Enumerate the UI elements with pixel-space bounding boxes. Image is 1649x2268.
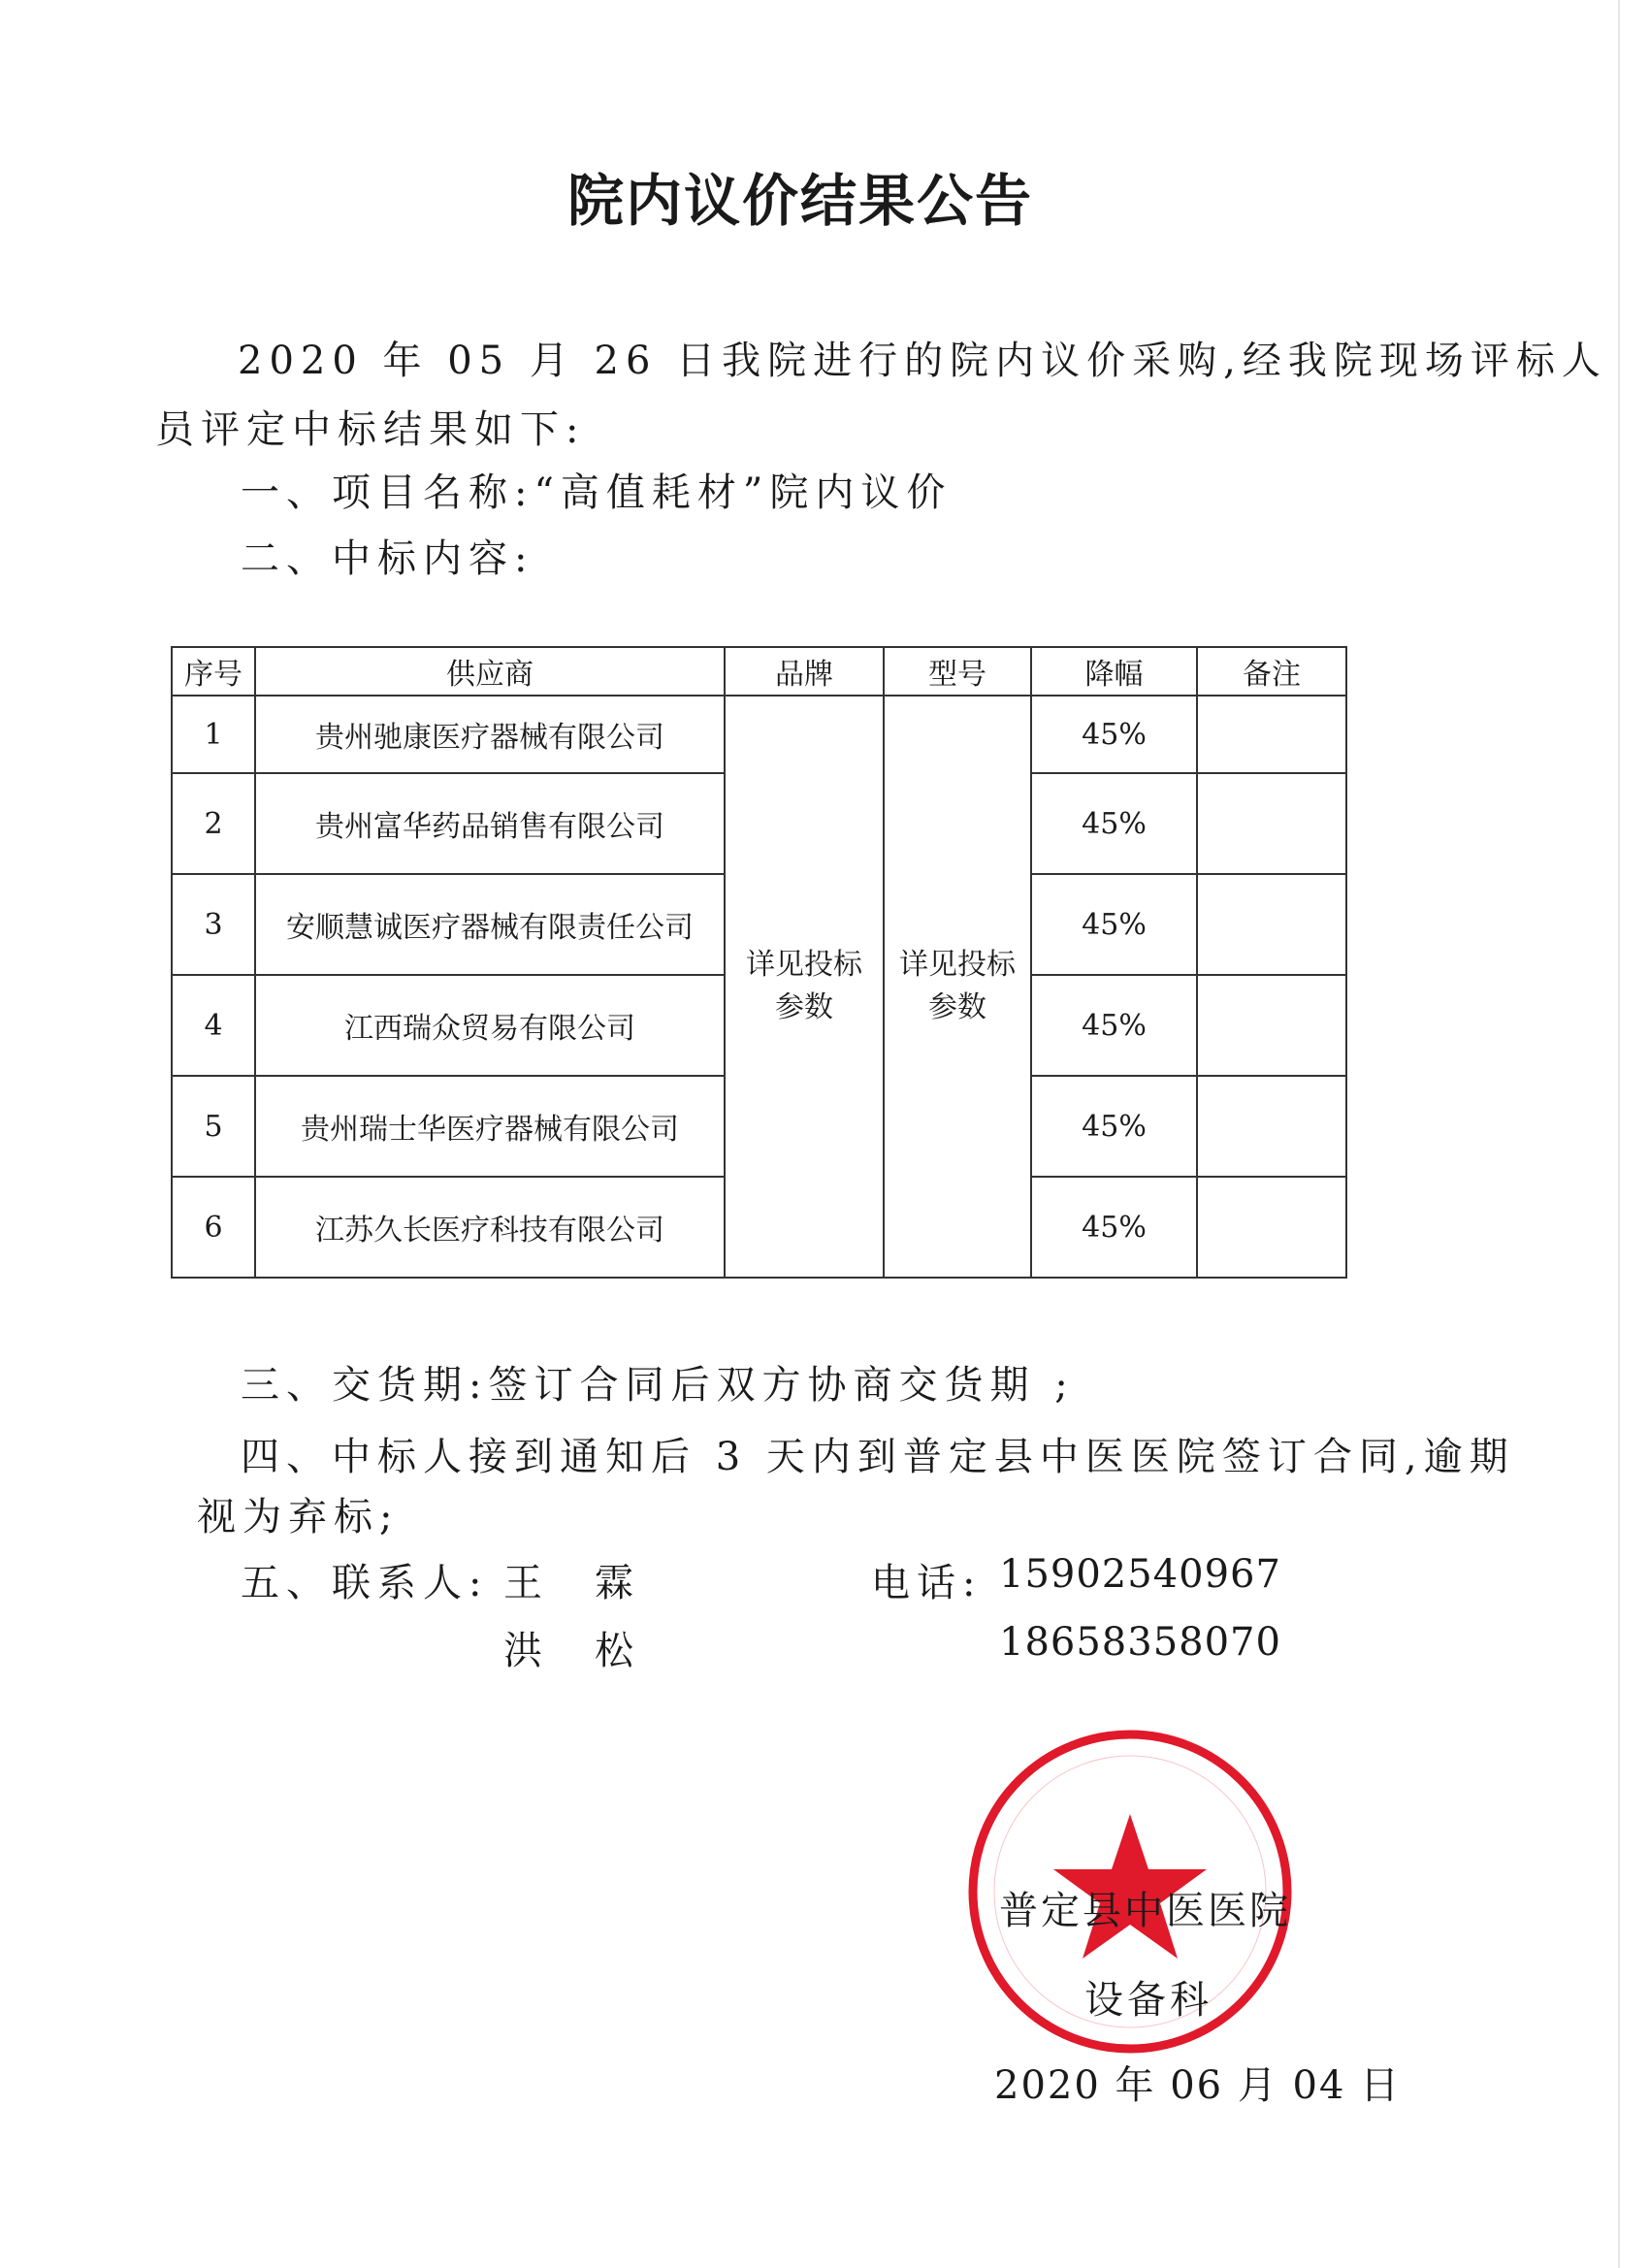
row-reduction: 45% [1031,696,1197,773]
delivery-period: 三、交货期:签订合同后双方协商交货期 ; [241,1363,1075,1408]
phone-2: 18658358070 [999,1620,1281,1665]
row-reduction: 45% [1031,874,1197,975]
header-note: 备注 [1197,647,1346,696]
contract-note-line-2: 视为弃标; [197,1495,400,1539]
project-name: 一、项目名称:“高值耗材”院内议价 [241,470,953,515]
intro-line-2: 员评定中标结果如下: [155,407,586,452]
signing-date: 2020 年 06 月 04 日 [994,2063,1402,2108]
table-row [172,696,1346,773]
award-table [171,646,1347,1279]
row-note [1197,874,1346,975]
row-note [1197,975,1346,1076]
row-reduction: 45% [1031,1177,1197,1278]
phone-label: 电话: [871,1561,983,1605]
header-supplier: 供应商 [255,647,725,696]
contact-name-2: 洪 松 [503,1629,640,1673]
contract-note-line-1: 四、中标人接到通知后 3 天内到普定县中医医院签订合同,逾期 [241,1435,1515,1479]
row-reduction: 45% [1031,1076,1197,1177]
row-supplier: 贵州瑞士华医疗器械有限公司 [255,1076,725,1177]
row-note [1197,1076,1346,1177]
header-reduction: 降幅 [1031,647,1197,696]
row-no: 6 [172,1177,255,1278]
row-supplier: 江苏久长医疗科技有限公司 [255,1177,725,1278]
contact-name-1: 王 霖 [503,1561,640,1605]
page-title: 院内议价结果公告 [566,168,1033,234]
phone-1: 15902540967 [999,1552,1281,1597]
intro-line-1: 2020 年 05 月 26 日我院进行的院内议价采购,经我院现场评标人 [238,339,1607,383]
contact-label: 五、联系人: [241,1561,489,1605]
header-no: 序号 [172,647,255,696]
signing-organization: 普定县中医医院 [999,1889,1291,1933]
row-note [1197,696,1346,773]
row-reduction: 45% [1031,773,1197,874]
row-note [1197,1177,1346,1278]
brand-cell: 详见投标参数 [725,696,884,1278]
signing-department: 设备科 [1084,1978,1212,2023]
row-supplier: 江西瑞众贸易有限公司 [255,975,725,1076]
model-cell: 详见投标参数 [884,696,1031,1278]
scan-edge-line [1618,0,1620,2268]
header-model: 型号 [884,647,1031,696]
row-no: 2 [172,773,255,874]
row-supplier: 安顺慧诚医疗器械有限责任公司 [255,874,725,975]
row-supplier: 贵州驰康医疗器械有限公司 [255,696,725,773]
row-no: 3 [172,874,255,975]
row-no: 4 [172,975,255,1076]
row-no: 5 [172,1076,255,1177]
table-header-row [172,647,1346,696]
row-no: 1 [172,696,255,773]
header-brand: 品牌 [725,647,884,696]
row-supplier: 贵州富华药品销售有限公司 [255,773,725,874]
row-note [1197,773,1346,874]
row-reduction: 45% [1031,975,1197,1076]
award-content-heading: 二、中标内容: [241,536,534,581]
